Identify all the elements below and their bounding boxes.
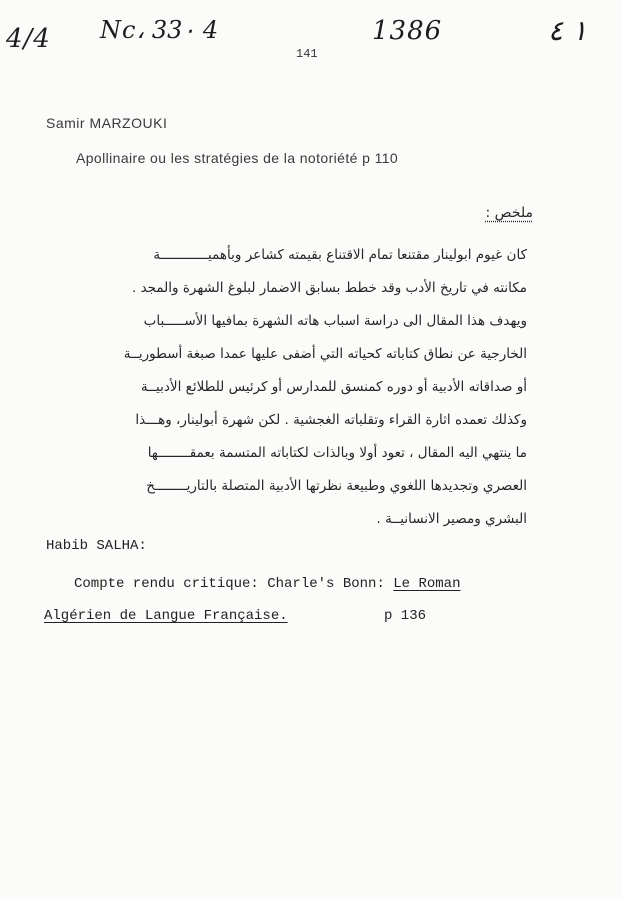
- page-number: 141: [296, 47, 318, 61]
- handwritten-year: 1386: [372, 16, 443, 46]
- handwritten-ref-middle: Nc، 33٠ 4: [100, 16, 219, 44]
- summary-line-2: مكانته في تاريخ الأدب وقد خطط بسابق الاضمار لبلوغ الشهرة والمجد .: [131, 280, 527, 296]
- article2-intro-line: [74, 576, 460, 592]
- summary-line-7: ما ينتهي اليه المقال ، تعود أولا وبالذات لكتاباته المتسمة بعمقــــــــها: [147, 445, 527, 461]
- summary-line-4: الخارجية عن نطاق كتاباته كحياته التي أضفى عليها عمدا صبغة أسطوريــة: [123, 346, 527, 362]
- handwritten-ref-left: 4/4: [6, 24, 51, 54]
- article1-title-text: Apollinaire ou les stratégies de la notoriété: [76, 150, 358, 166]
- article2-author: Habib SALHA:: [46, 538, 147, 554]
- article2-intro: Compte rendu critique: Charle's Bonn:: [74, 576, 385, 592]
- article2-page-ref: p 136: [384, 608, 427, 624]
- article2-title-part2: Algérien de Langue Française.: [44, 608, 288, 624]
- summary-line-1: كان غيوم ابولينار مقتنعا تمام الاقتناع بقيمته كشاعر وبأهميــــــــــــة: [153, 247, 527, 263]
- handwritten-ref-right: ١ ٤: [548, 14, 587, 47]
- article1-author: Samir MARZOUKI: [46, 115, 168, 131]
- summary-line-9: البشري ومصير الانسانيــة .: [376, 511, 527, 527]
- summary-line-5: أو صداقاته الأدبية أو دوره كمنسق للمدارس أو كرئيس للطلائع الأدبيــة: [140, 379, 527, 395]
- summary-line-6: وكذلك تعمده اثارة القراء وتقلباته الغجشية . لكن شهرة أبولينار، وهـــذا: [135, 412, 527, 428]
- summary-line-3: ويهدف هذا المقال الى دراسة اسباب هاته الشهرة بمافيها الأســـــباب: [143, 313, 527, 329]
- article2-title-part1: Le Roman: [393, 576, 461, 592]
- summary-heading: ملخص :: [485, 205, 533, 221]
- summary-line-8: العصري وتجديدها اللغوي وطبيعة نظرتها الأدبية المتصلة بالتاريــــــــخ: [146, 478, 527, 494]
- article1-page-ref: p 110: [362, 150, 399, 166]
- article1-title: [76, 150, 398, 166]
